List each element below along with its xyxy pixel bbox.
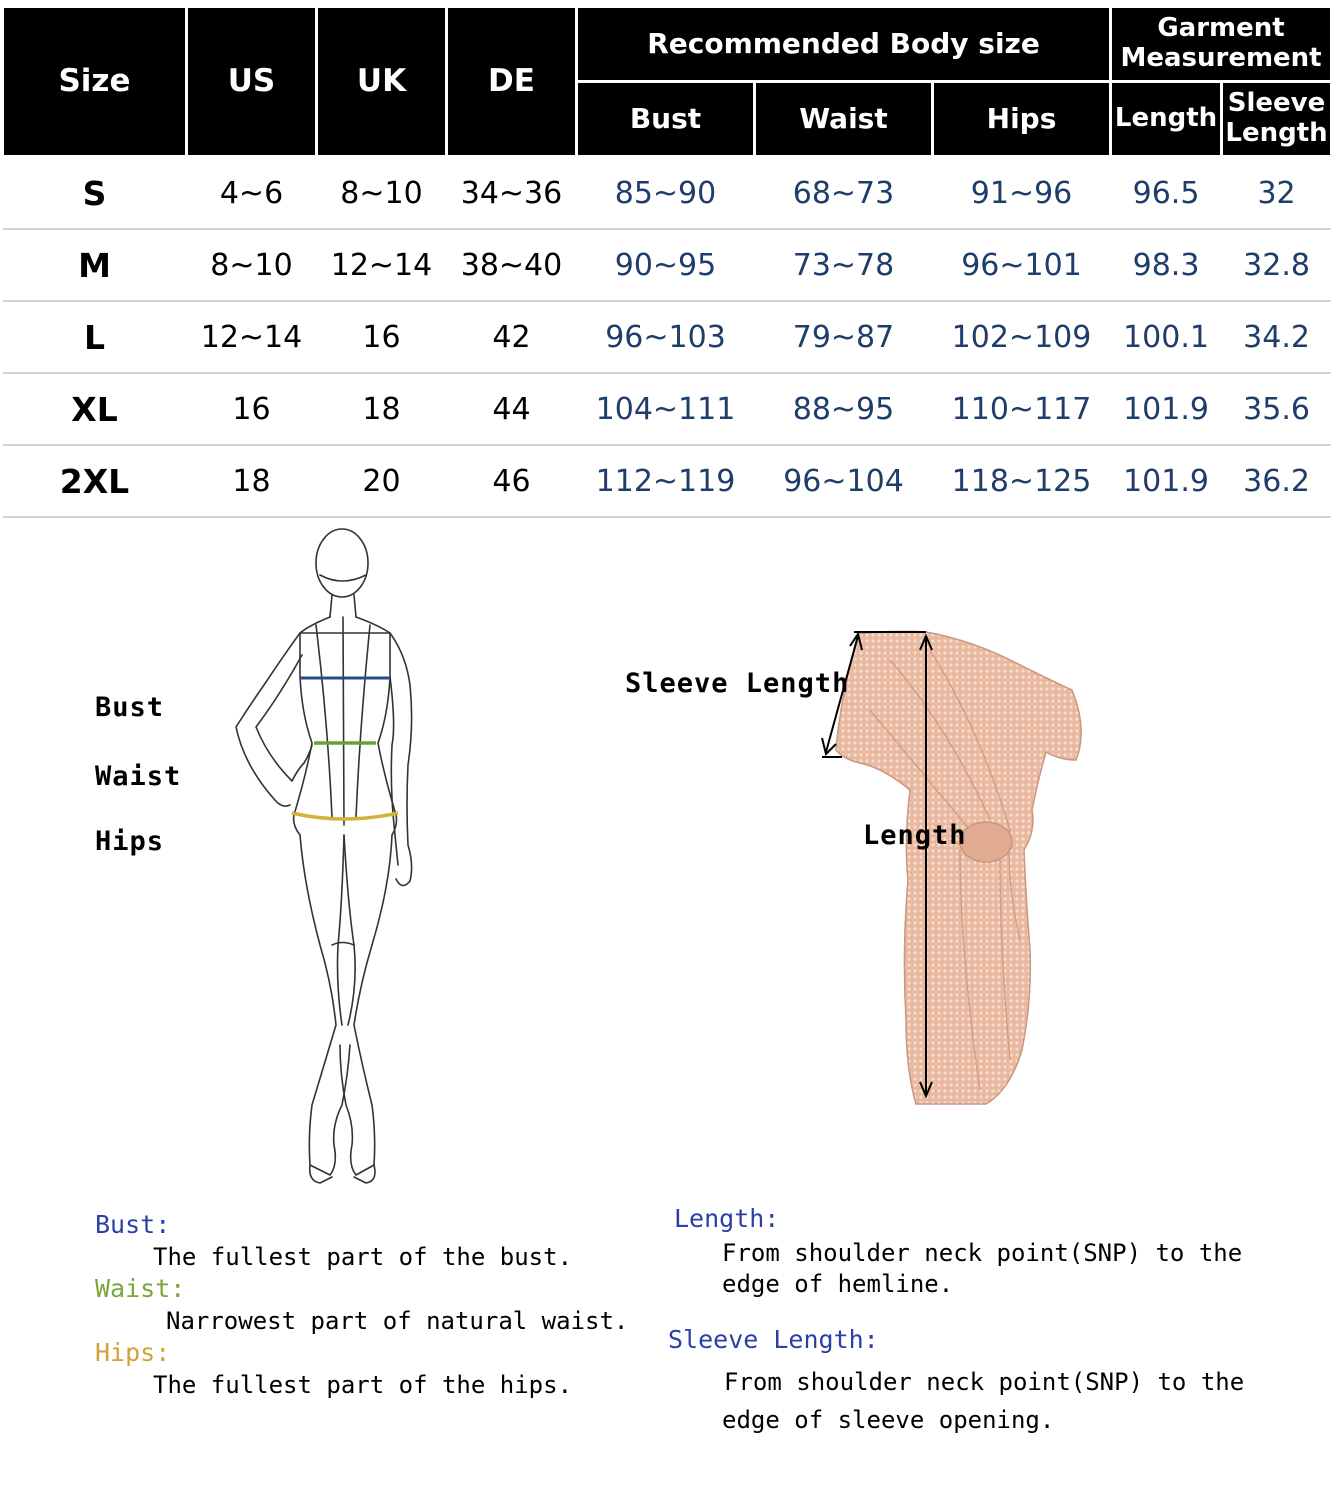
cell-de: 34~36 — [447, 157, 577, 230]
cell-uk: 16 — [317, 301, 447, 373]
hips-measure-line — [292, 813, 398, 819]
definition-term-waist: Waist: — [95, 1274, 186, 1303]
header-garment-measurement — [1111, 7, 1331, 82]
figure-label-waist: Waist — [95, 761, 182, 792]
definition-text-length-line2: edge of hemline. — [722, 1270, 954, 1298]
cell-length: 101.9 — [1111, 373, 1222, 445]
cell-de: 44 — [447, 373, 577, 445]
header-size: Size — [3, 7, 187, 157]
definition-text-sleeve-line2: edge of sleeve opening. — [722, 1406, 1055, 1434]
cell-length: 96.5 — [1111, 157, 1222, 230]
cell-bust: 90~95 — [577, 229, 755, 301]
cell-sleeve: 35.6 — [1222, 373, 1331, 445]
dress-illustration — [810, 620, 1100, 1120]
cell-sleeve: 32 — [1222, 157, 1331, 230]
table-row — [3, 445, 1331, 517]
cell-waist: 79~87 — [755, 301, 933, 373]
cell-de: 38~40 — [447, 229, 577, 301]
cell-hips: 110~117 — [933, 373, 1111, 445]
cell-size: S — [3, 157, 187, 230]
cell-size: L — [3, 301, 187, 373]
definition-term-bust: Bust: — [95, 1210, 171, 1239]
cell-waist: 88~95 — [755, 373, 933, 445]
definition-term-hips: Hips: — [95, 1338, 171, 1367]
cell-sleeve: 34.2 — [1222, 301, 1331, 373]
definition-text-waist: Narrowest part of natural waist. — [166, 1307, 629, 1335]
header-bust: Bust — [577, 82, 755, 157]
cell-us: 18 — [187, 445, 317, 517]
body-figure-illustration — [220, 525, 430, 1185]
cell-size: XL — [3, 373, 187, 445]
size-chart-table — [1, 5, 1331, 518]
cell-sleeve: 36.2 — [1222, 445, 1331, 517]
cell-waist: 68~73 — [755, 157, 933, 230]
cell-uk: 20 — [317, 445, 447, 517]
cell-length: 98.3 — [1111, 229, 1222, 301]
figure-label-sleeve-length: Sleeve Length — [625, 668, 850, 699]
table-row — [3, 157, 1331, 230]
cell-hips: 91~96 — [933, 157, 1111, 230]
definition-text-length-line1: From shoulder neck point(SNP) to the — [722, 1239, 1243, 1267]
table-row — [3, 301, 1331, 373]
cell-hips: 102~109 — [933, 301, 1111, 373]
cell-bust: 85~90 — [577, 157, 755, 230]
definition-term-length: Length: — [674, 1204, 780, 1233]
cell-us: 4~6 — [187, 157, 317, 230]
definition-term-sleeve-length: Sleeve Length: — [668, 1325, 879, 1354]
cell-de: 42 — [447, 301, 577, 373]
cell-bust: 104~111 — [577, 373, 755, 445]
header-sleeve-line2: Length — [1225, 118, 1328, 148]
cell-de: 46 — [447, 445, 577, 517]
cell-waist: 96~104 — [755, 445, 933, 517]
cell-sleeve: 32.8 — [1222, 229, 1331, 301]
figure-label-length: Length — [863, 820, 967, 851]
header-length: Length — [1111, 82, 1222, 157]
definition-text-sleeve-line1: From shoulder neck point(SNP) to the — [724, 1368, 1245, 1396]
cell-bust: 112~119 — [577, 445, 755, 517]
cell-uk: 8~10 — [317, 157, 447, 230]
cell-us: 16 — [187, 373, 317, 445]
cell-uk: 18 — [317, 373, 447, 445]
header-sleeve-length — [1222, 82, 1331, 157]
cell-us: 8~10 — [187, 229, 317, 301]
header-waist: Waist — [755, 82, 933, 157]
header-hips: Hips — [933, 82, 1111, 157]
cell-bust: 96~103 — [577, 301, 755, 373]
header-uk: UK — [317, 7, 447, 157]
definition-text-hips: The fullest part of the hips. — [153, 1371, 573, 1399]
cell-hips: 96~101 — [933, 229, 1111, 301]
header-garment-line2: Measurement — [1120, 43, 1322, 73]
table-row — [3, 229, 1331, 301]
cell-us: 12~14 — [187, 301, 317, 373]
definition-text-bust: The fullest part of the bust. — [153, 1243, 573, 1271]
header-recommended-body-size: Recommended Body size — [577, 7, 1111, 82]
cell-hips: 118~125 — [933, 445, 1111, 517]
figure-label-bust: Bust — [95, 692, 165, 723]
cell-waist: 73~78 — [755, 229, 933, 301]
header-us: US — [187, 7, 317, 157]
figure-label-hips: Hips — [95, 826, 165, 857]
cell-length: 100.1 — [1111, 301, 1222, 373]
header-de: DE — [447, 7, 577, 157]
cell-length: 101.9 — [1111, 445, 1222, 517]
cell-size: 2XL — [3, 445, 187, 517]
cell-size: M — [3, 229, 187, 301]
table-row — [3, 373, 1331, 445]
cell-uk: 12~14 — [317, 229, 447, 301]
header-sleeve-line1: Sleeve — [1227, 88, 1326, 119]
header-garment-line1: Garment — [1157, 13, 1285, 44]
